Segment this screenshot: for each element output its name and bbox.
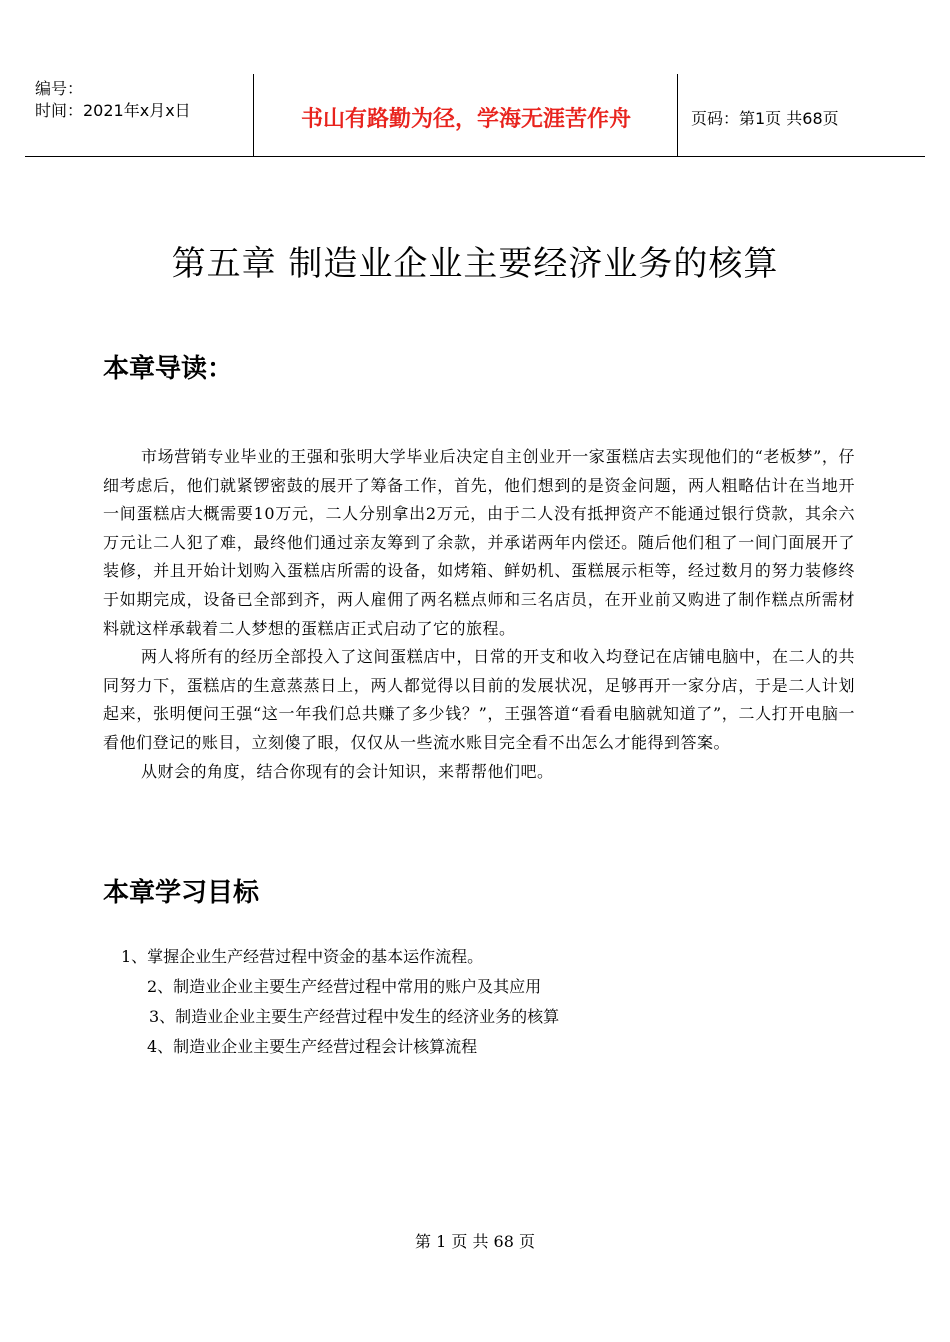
objectives-heading: 本章学习目标 <box>103 878 260 908</box>
page-header <box>25 74 925 157</box>
intro-paragraph: 两人将所有的经历全部投入了这间蛋糕店中，日常的开支和收入均登记在店铺电脑中，在二人的共同努力下，蛋糕店的生意蒸蒸日上，两人都觉得以目前的发展状况，足够再开一家分店，于是二人计划起来，张明便问王强“这一年我们总共赚了多少钱？”，王强答道“看看电脑就知道了”，二人打开电脑一看他们登记的账目，立刻傻了眼，仅仅从一些流水账目完全看不出怎么才能得到答案。 <box>103 647 855 752</box>
header-page-info: 页码：第1页 共68页 <box>691 109 839 128</box>
header-divider-right <box>677 74 678 156</box>
header-meta <box>35 78 191 122</box>
header-motto: 书山有路勤为径，学海无涯苦作舟 <box>300 106 631 132</box>
page-footer: 第 1 页 共 68 页 <box>415 1232 535 1251</box>
objectives-list <box>103 942 559 1062</box>
intro-paragraph: 市场营销专业毕业的王强和张明大学毕业后决定自主创业开一家蛋糕店去实现他们的“老板梦”，仔细考虑后，他们就紧锣密鼓的展开了筹备工作，首先，他们想到的是资金问题，两人粗略估计在当地开一间蛋糕店大概需要10万元，二人分别拿出2万元，由于二人没有抵押资产不能通过银行贷款，其余六万元让二人犯了难，最终他们通过亲友筹到了余款，并承诺两年内偿还。随后他们租了一间门面展开了装修，并且开始计划购入蛋糕店所需的设备，如烤箱、鲜奶机、蛋糕展示柜等，经过数月的努力装修终于如期完成，设备已全部到齐，两人雇佣了两名糕点师和三名店员，在开业前又购进了制作糕点所需材料就这样承载着二人梦想的蛋糕店正式启动了它的旅程。 <box>103 447 855 638</box>
chapter-title: 第五章 制造业企业主要经济业务的核算 <box>171 244 779 284</box>
document-time-label: 时间：2021年x月x日 <box>35 101 191 120</box>
objective-item: 4、制造业企业主要生产经营过程会计核算流程 <box>147 1037 478 1056</box>
intro-paragraph: 从财会的角度，结合你现有的会计知识，来帮帮他们吧。 <box>141 761 554 781</box>
header-divider-left <box>253 74 254 156</box>
objective-item: 3、制造业企业主要生产经营过程中发生的经济业务的核算 <box>149 1007 560 1026</box>
objective-item: 2、制造业企业主要生产经营过程中常用的账户及其应用 <box>147 977 542 996</box>
intro-body <box>103 443 855 786</box>
objective-item: 1、掌握企业生产经营过程中资金的基本运作流程。 <box>121 947 484 966</box>
document-number-label: 编号： <box>35 79 84 98</box>
intro-heading: 本章导读： <box>103 354 234 384</box>
